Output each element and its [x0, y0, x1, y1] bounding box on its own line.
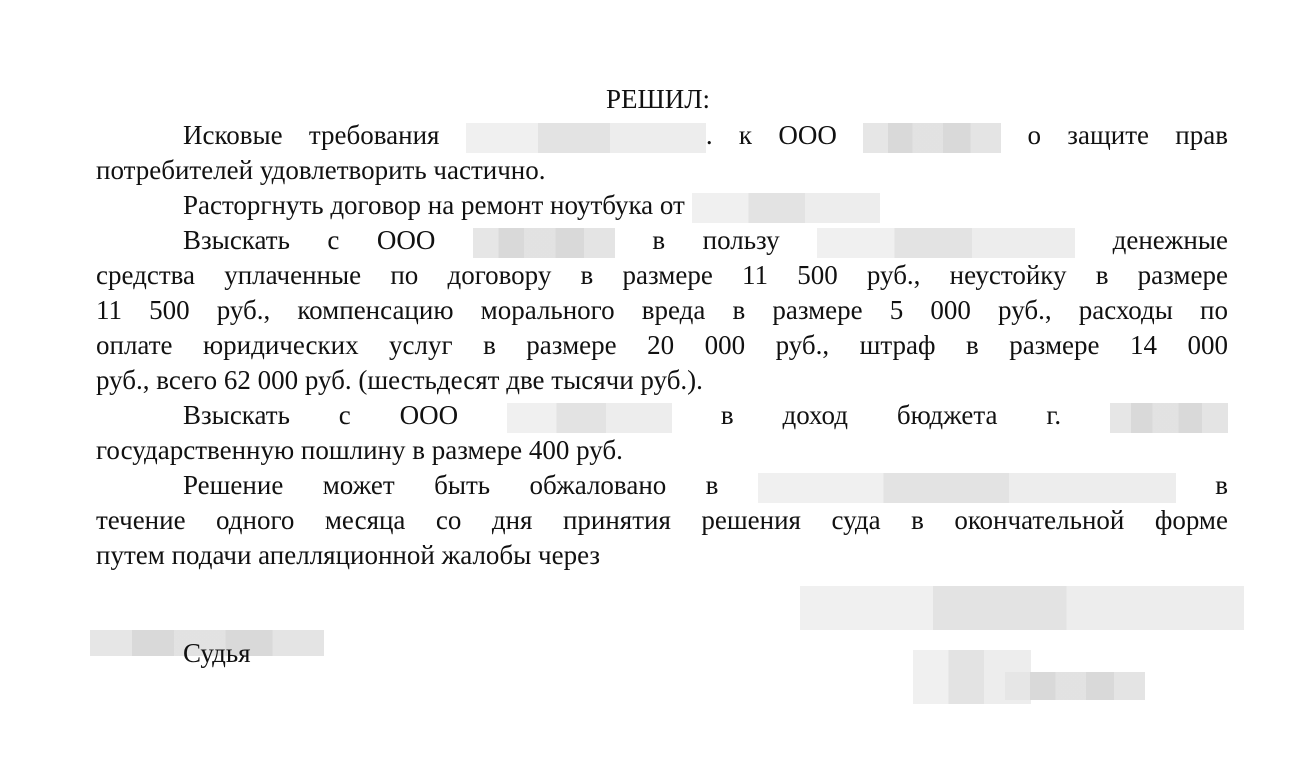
paragraph-recover-line-5: руб., всего 62 000 руб. (шестьдесят две тысячи руб.). [96, 365, 703, 395]
redacted-plaintiff-name [466, 123, 706, 153]
judge-label: Судья [183, 638, 251, 668]
paragraph-recover-line-1 [183, 223, 1228, 258]
redacted-city-name [1110, 403, 1228, 433]
paragraph-duty-line-2: государственную пошлину в размере 400 руб. [96, 435, 623, 465]
paragraph-duty-line-1 [183, 398, 1228, 433]
claims-text-b: . к ООО [705, 120, 837, 150]
redacted-court-name [758, 473, 1176, 503]
paragraph-appeal-line-3 [96, 538, 1228, 572]
redacted-company-name [863, 123, 1001, 153]
redacted-plaintiff-name [817, 228, 1075, 258]
recover-text-b: в пользу [652, 225, 780, 255]
duty-text-b: в доход бюджета г. [720, 400, 1062, 430]
paragraph-claims-line-2: потребителей удовлетворить частично. [96, 155, 546, 185]
paragraph-terminate [183, 188, 1228, 223]
paragraph-recover-line-4: оплате юридических услуг в размере 20 000 руб., штраф в размере 14 000 [96, 330, 1228, 360]
appeal-text-l3: путем подачи апелляционной жалобы через [96, 540, 601, 570]
terminate-text: Расторгнуть договор на ремонт ноутбука от [183, 190, 685, 220]
redacted-judge-name [1005, 672, 1145, 700]
claims-text-c: о защите прав [1027, 120, 1228, 150]
paragraph-appeal-line-1 [183, 468, 1228, 503]
claims-text-a: Исковые требования [183, 120, 440, 150]
paragraph-appeal-line-2: течение одного месяца со дня принятия решения суда в окончательной форме [96, 505, 1228, 535]
paragraph-recover-line-3: 11 500 руб., компенсацию морального вреда в размере 5 000 руб., расходы по [96, 295, 1228, 325]
redacted-court-name [800, 586, 1244, 630]
appeal-text-a: Решение может быть обжаловано в [183, 470, 719, 500]
duty-text-a: Взыскать с ООО [183, 400, 459, 430]
paragraph-claims-line-1 [183, 118, 1228, 153]
redacted-company-name [473, 228, 615, 258]
paragraph-recover-line-2: средства уплаченные по договору в размере 11 500 руб., неустойку в размере [96, 260, 1228, 290]
decision-heading: РЕШИЛ: [605, 84, 711, 114]
redacted-company-name [507, 403, 672, 433]
appeal-text-b: в [1215, 470, 1229, 500]
recover-text-a: Взыскать с ООО [183, 225, 436, 255]
recover-text-c: денежные [1112, 225, 1229, 255]
redacted-contract-date [692, 193, 880, 223]
